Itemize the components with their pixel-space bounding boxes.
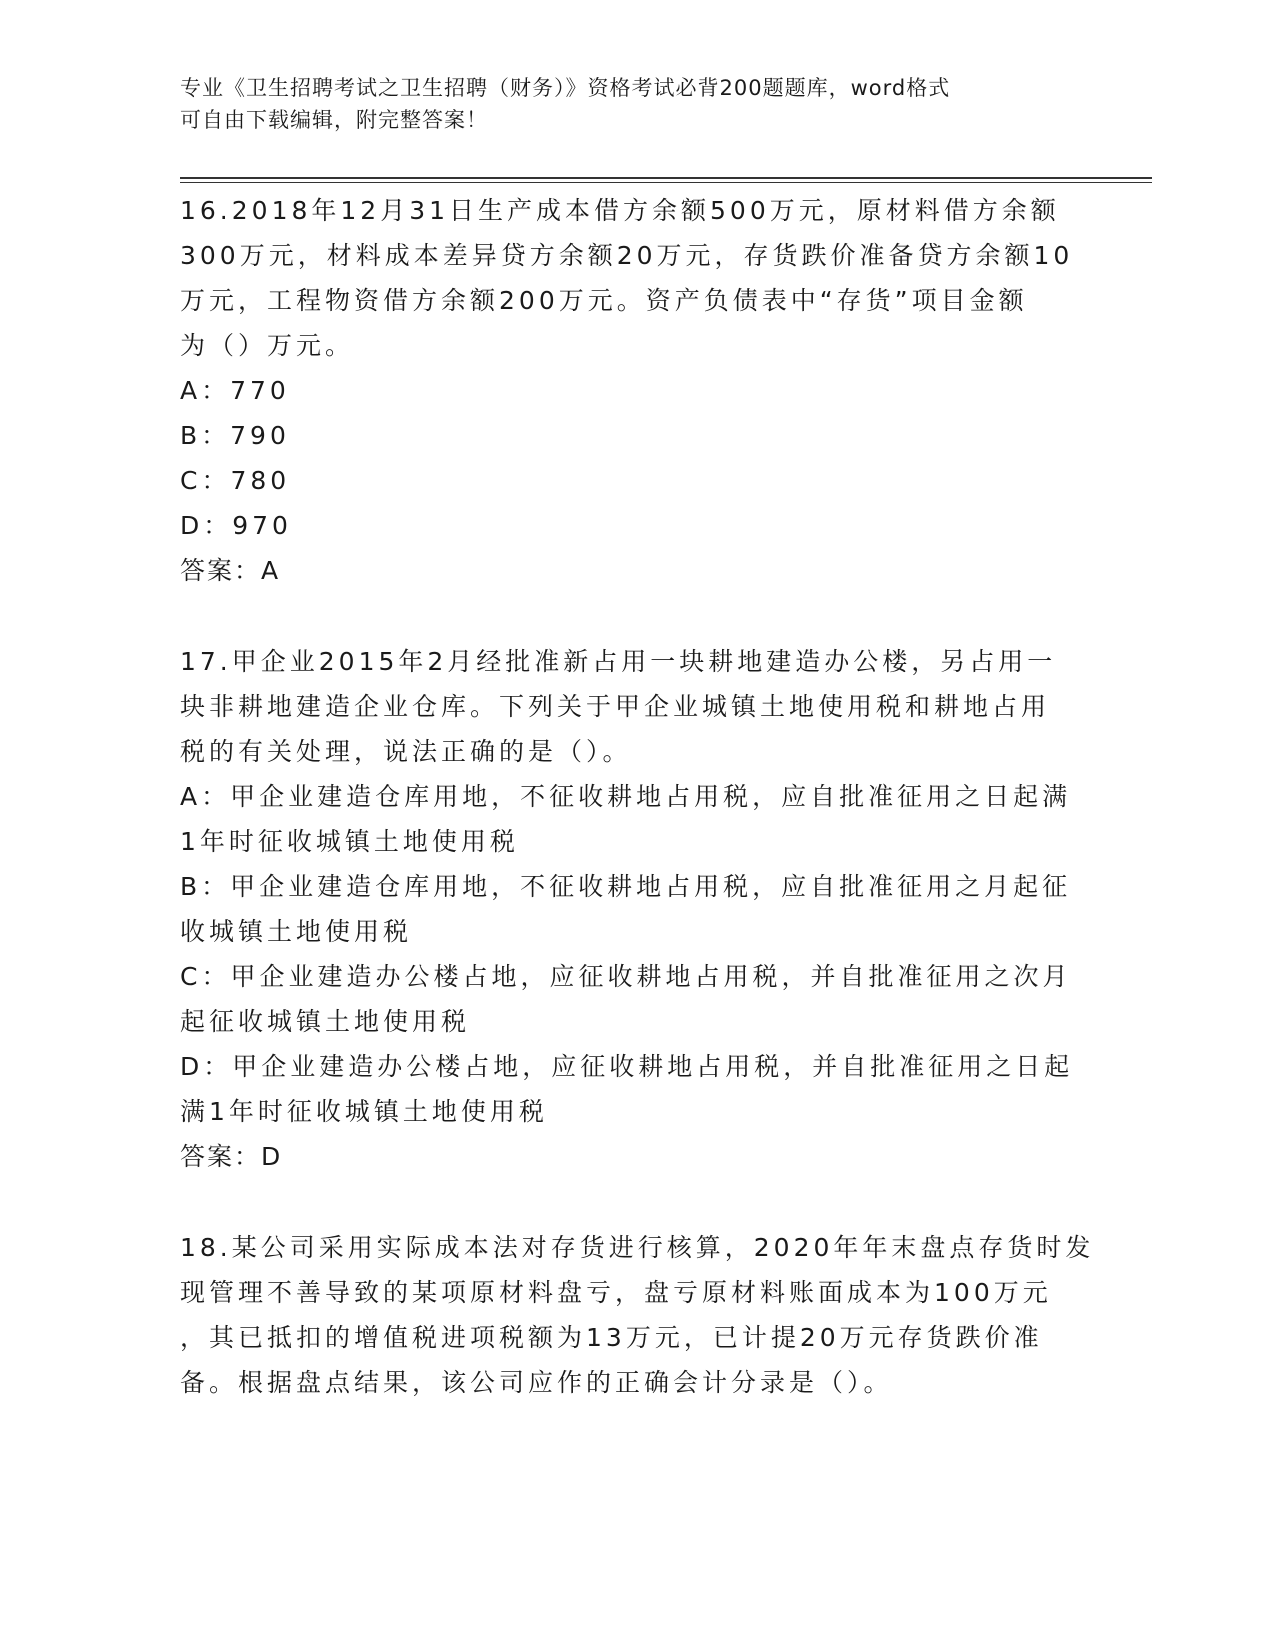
- document-header: [180, 72, 1060, 136]
- question-text-line: 17.甲企业2015年2月经批准新占用一块耕地建造办公楼，另占用一: [180, 647, 1057, 676]
- header-divider-thick: [180, 177, 1152, 179]
- answer-line: 答案：D: [180, 1142, 283, 1171]
- option-c-continued: 起征收城镇土地使用税: [180, 1007, 471, 1036]
- option-a-continued: 1年时征收城镇土地使用税: [180, 827, 519, 856]
- option-c: C：甲企业建造办公楼占地，应征收耕地占用税，并自批准征用之次月: [180, 962, 1072, 991]
- option-d: D：970: [180, 511, 292, 540]
- question-text-line: ，其已抵扣的增值税进项税额为13万元，已计提20万元存货跌价准: [180, 1323, 1043, 1352]
- answer-line: 答案：A: [180, 556, 281, 585]
- question-16: [180, 188, 1080, 593]
- question-text-line: 现管理不善导致的某项原材料盘亏，盘亏原材料账面成本为100万元: [180, 1278, 1052, 1307]
- option-d: D：甲企业建造办公楼占地，应征收耕地占用税，并自批准征用之日起: [180, 1052, 1074, 1081]
- question-17: [180, 639, 1080, 1179]
- question-text-line: 18.某公司采用实际成本法对存货进行核算，2020年年末盘点存货时发: [180, 1233, 1095, 1262]
- option-b: B：790: [180, 421, 290, 450]
- header-line-2: 可自由下载编辑，附完整答案！: [180, 108, 488, 132]
- question-list: [180, 188, 1095, 1405]
- option-b-continued: 收城镇土地使用税: [180, 917, 413, 946]
- question-text-line: 块非耕地建造企业仓库。下列关于甲企业城镇土地使用税和耕地占用: [180, 692, 1051, 721]
- option-b: B：甲企业建造仓库用地，不征收耕地占用税，应自批准征用之月起征: [180, 872, 1072, 901]
- header-line-1: 专业《卫生招聘考试之卫生招聘（财务）》资格考试必背200题题库，word格式: [180, 76, 951, 100]
- option-c: C：780: [180, 466, 291, 495]
- question-text-line: 备。根据盘点结果，该公司应作的正确会计分录是（）。: [180, 1368, 893, 1397]
- option-a: A：甲企业建造仓库用地，不征收耕地占用税，应自批准征用之日起满: [180, 782, 1072, 811]
- question-text-line: 300万元，材料成本差异贷方余额20万元，存货跌价准备贷方余额10: [180, 241, 1074, 270]
- question-text-line: 万元，工程物资借方余额200万元。资产负债表中“存货”项目金额: [180, 286, 1028, 315]
- option-a: A：770: [180, 376, 290, 405]
- question-text-line: 税的有关处理，说法正确的是（）。: [180, 737, 632, 766]
- header-divider-thin: [180, 182, 1152, 183]
- option-d-continued: 满1年时征收城镇土地使用税: [180, 1097, 548, 1126]
- question-text-line: 16.2018年12月31日生产成本借方余额500万元，原材料借方余额: [180, 196, 1060, 225]
- question-text-line: 为（）万元。: [180, 331, 355, 360]
- question-18: [180, 1225, 1095, 1405]
